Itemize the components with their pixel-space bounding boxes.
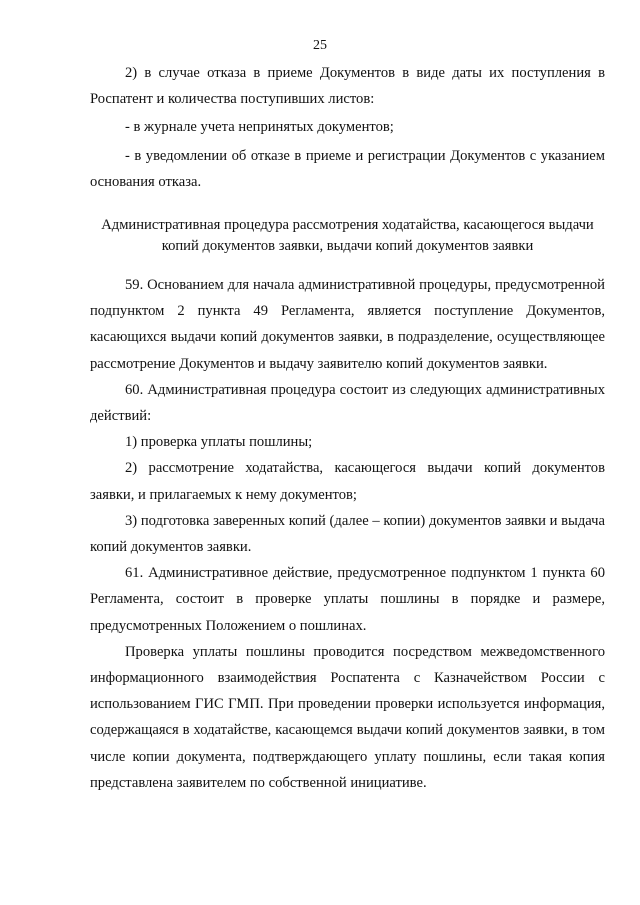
list-item-60-1: 1) проверка уплаты пошлины; [125, 434, 313, 451]
document-body [90, 60, 605, 796]
page-number: 25 [313, 38, 327, 53]
list-item-60-3: 3) подготовка заверенных копий (далее – копии) документов заявки и выдача копий документов заявки. [90, 512, 605, 556]
list-item-rejected-journal: - в журнале учета непринятых документов; [125, 119, 394, 136]
paragraph-59: 59. Основанием для начала административной процедуры, предусмотренной подпунктом 2 пункта 49 Регламента, является поступление Документов, касающихся выдачи копий документов заявки, в подразделение, осуществляющее рассмотрение Документов и выдачу заявителю копий документов заявки. [90, 277, 605, 372]
paragraph-fee-check: Проверка уплаты пошлины проводится посредством межведомственного информационного взаимодействия Роспатента с Казначейством России с использованием ГИС ГМП. При проведении проверки используется информация, содержащаяся в ходатайстве, касающемся выдачи копий документов заявки, в том числе копии документа, подтверждающего уплату пошлины, если такая копия представлена заявителем по собственной инициативе. [90, 643, 605, 791]
section-heading: Административная процедура рассмотрения ходатайства, касающегося выдачи копий документов заявки, выдачи копий документов заявки [101, 217, 594, 255]
paragraph-refusal-case: 2) в случае отказа в приеме Документов в виде даты их поступления в Роспатент и количества поступивших листов: [90, 65, 605, 108]
paragraph-60: 60. Административная процедура состоит из следующих административных действий: [90, 381, 605, 425]
list-item-60-2: 2) рассмотрение ходатайства, касающегося выдачи копий документов заявки, и прилагаемых к нему документов; [90, 460, 605, 503]
list-item-refusal-notice: - в уведомлении об отказе в приеме и регистрации Документов с указанием основания отказа. [90, 147, 605, 190]
paragraph-61: 61. Административное действие, предусмотренное подпунктом 1 пункта 60 Регламента, состоит в проверке уплаты пошлины в порядке и размере, предусмотренных Положением о пошлинах. [90, 565, 605, 634]
